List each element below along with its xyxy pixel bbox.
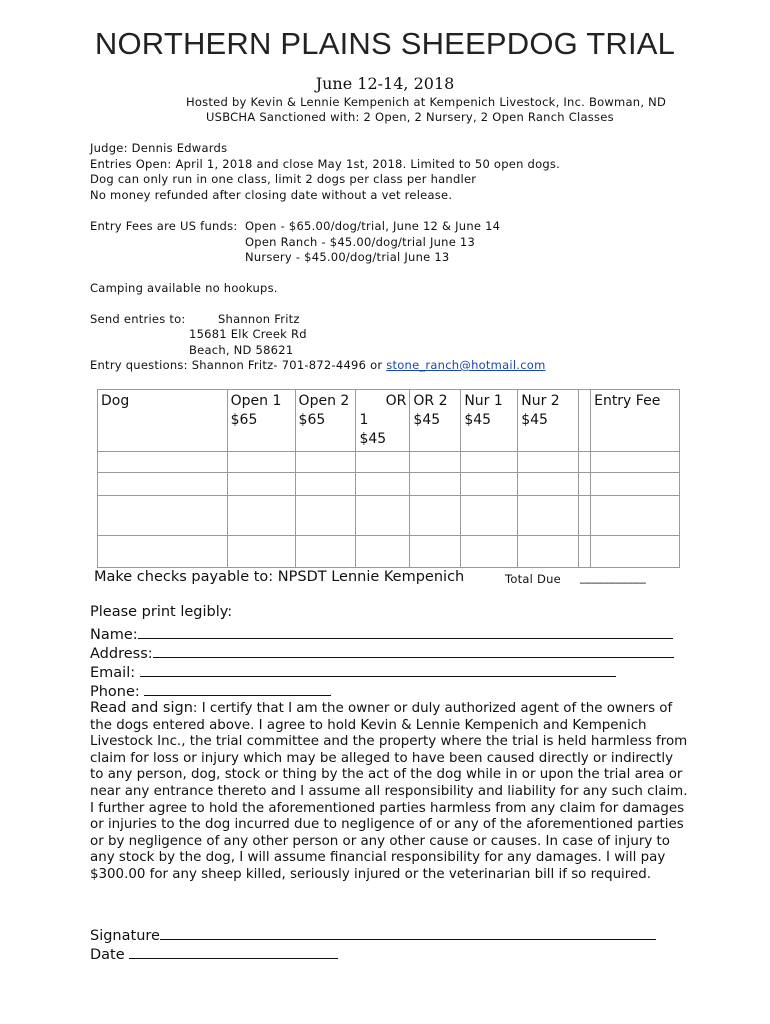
one-class-line: Dog can only run in one class, limit 2 dogs per class per handler bbox=[90, 172, 477, 186]
certification-text: : I certify that I am the owner or duly authorized agent of the owners of the dogs entered above. I agree to hold Kevin & Lennie Kempenich and Kempenich Livestock Inc., the trial committee and the property where the trial is held harmless from claim for loss or injury which may be alleged to have been caused directly or indirectly to any person, dog, stock or thing by the act of the dog while in or upon the trial area or near any entrance thereto and I assume all responsibility and liability for any such claim. I further agree to hold the aforementioned parties harmless from any claim for damages or injuries to the dog incurred due to negligence of or any of the aforementioned parties or by negligence of any other person or any other cause or causes. In case of injury to any stock by the dog, I will assume financial responsibility for any damages. I will pay $300.00 for any sheep killed, seriously injured or the veterinarian bill if so required. bbox=[90, 701, 688, 882]
header-open-2-name: Open 2 bbox=[298, 393, 350, 409]
cell[interactable] bbox=[356, 536, 410, 568]
cell[interactable] bbox=[461, 452, 518, 473]
address-field[interactable] bbox=[153, 643, 674, 658]
header-nur-1-fee: $45 bbox=[464, 412, 492, 428]
cell[interactable] bbox=[295, 452, 356, 473]
cell[interactable] bbox=[410, 496, 461, 536]
header-or-2-name: OR 2 bbox=[413, 393, 448, 409]
cell[interactable] bbox=[579, 473, 591, 496]
cell[interactable] bbox=[410, 536, 461, 568]
header-nur-2 bbox=[518, 390, 579, 452]
header-or-1-num: 1 bbox=[359, 412, 369, 428]
cell[interactable] bbox=[98, 496, 228, 536]
date-row bbox=[90, 944, 338, 963]
cell[interactable] bbox=[227, 473, 295, 496]
header-entry-fee-text: Entry Fee bbox=[594, 393, 661, 409]
fees-label: Entry Fees are US funds: bbox=[90, 219, 238, 233]
header-open-2 bbox=[295, 390, 356, 452]
table-row bbox=[98, 496, 680, 536]
cell[interactable] bbox=[295, 496, 356, 536]
header-nur-1 bbox=[461, 390, 518, 452]
header-nur-2-name: Nur 2 bbox=[521, 393, 560, 409]
sanction-line: USBCHA Sanctioned with: 2 Open, 2 Nursery, 2 Open Ranch Classes bbox=[206, 110, 614, 124]
page-title: NORTHERN PLAINS SHEEPDOG TRIAL bbox=[94, 26, 676, 61]
fee-open-ranch: Open Ranch - $45.00/dog/trial June 13 bbox=[245, 235, 476, 249]
fee-open: Open - $65.00/dog/trial, June 12 & June 14 bbox=[245, 219, 501, 233]
entries-open-line: Entries Open: April 1, 2018 and close May 1st, 2018. Limited to 50 open dogs. bbox=[90, 157, 561, 171]
signature-field[interactable] bbox=[160, 925, 656, 940]
signature-row bbox=[90, 925, 656, 944]
phone-label: Phone: bbox=[90, 684, 140, 700]
cell[interactable] bbox=[518, 473, 579, 496]
send-street: 15681 Elk Creek Rd bbox=[189, 327, 307, 341]
cell[interactable] bbox=[518, 496, 579, 536]
fee-nursery: Nursery - $45.00/dog/trial June 13 bbox=[245, 250, 450, 264]
phone-row bbox=[90, 681, 331, 700]
cell[interactable] bbox=[591, 473, 680, 496]
name-label: Name: bbox=[90, 627, 138, 643]
header-nur-1-name: Nur 1 bbox=[464, 393, 503, 409]
cell[interactable] bbox=[410, 452, 461, 473]
send-label: Send entries to: bbox=[90, 312, 186, 326]
cell[interactable] bbox=[98, 536, 228, 568]
address-row bbox=[90, 643, 674, 662]
header-dog bbox=[98, 390, 228, 452]
header-or-1-name: OR bbox=[385, 393, 407, 409]
cell[interactable] bbox=[591, 452, 680, 473]
cell[interactable] bbox=[579, 496, 591, 536]
signature-label: Signature bbox=[90, 928, 160, 944]
name-row bbox=[90, 624, 673, 643]
date-label: Date bbox=[90, 947, 125, 963]
header-nur-2-fee: $45 bbox=[521, 412, 548, 428]
cell[interactable] bbox=[227, 496, 295, 536]
camping-line: Camping available no hookups. bbox=[90, 281, 278, 295]
header-dog-text: Dog bbox=[101, 393, 130, 409]
cell[interactable] bbox=[356, 473, 410, 496]
cell[interactable] bbox=[356, 496, 410, 536]
header-open-1-name: Open 1 bbox=[230, 393, 282, 409]
header-open-2-fee: $65 bbox=[298, 412, 326, 428]
phone-field[interactable] bbox=[144, 681, 331, 696]
cell[interactable] bbox=[295, 536, 356, 568]
read-sign-label: Read and sign bbox=[90, 700, 193, 716]
send-name: Shannon Fritz bbox=[218, 312, 300, 326]
address-label: Address: bbox=[90, 646, 153, 662]
entry-table bbox=[97, 389, 680, 568]
header-open-1 bbox=[227, 390, 295, 452]
certification-paragraph bbox=[90, 700, 690, 884]
total-due-blank[interactable]: ___________ bbox=[580, 570, 646, 584]
email-link[interactable]: stone_ranch@hotmail.com bbox=[386, 358, 546, 372]
cell[interactable] bbox=[227, 452, 295, 473]
cell[interactable] bbox=[518, 452, 579, 473]
cell[interactable] bbox=[98, 452, 228, 473]
cell[interactable] bbox=[227, 536, 295, 568]
host-line: Hosted by Kevin & Lennie Kempenich at Kempenich Livestock, Inc. Bowman, ND bbox=[186, 95, 667, 109]
header-open-1-fee: $65 bbox=[230, 412, 258, 428]
cell[interactable] bbox=[461, 496, 518, 536]
email-label: Email: bbox=[90, 665, 136, 681]
judge-line: Judge: Dennis Edwards bbox=[90, 141, 228, 155]
table-header-row bbox=[98, 390, 680, 452]
email-field[interactable] bbox=[140, 662, 616, 677]
header-entry-fee bbox=[591, 390, 680, 452]
checks-payable: Make checks payable to: NPSDT Lennie Kempenich bbox=[94, 569, 465, 585]
questions-text: Entry questions: Shannon Fritz- 701-872-4496 or bbox=[90, 358, 383, 372]
header-blank bbox=[579, 390, 591, 452]
cell[interactable] bbox=[356, 452, 410, 473]
questions-line bbox=[90, 358, 546, 372]
header-or-2 bbox=[410, 390, 461, 452]
email-row bbox=[90, 662, 616, 681]
date-field[interactable] bbox=[129, 944, 338, 959]
table-row bbox=[98, 473, 680, 496]
cell[interactable] bbox=[410, 473, 461, 496]
total-due-label: Total Due bbox=[505, 572, 561, 586]
cell[interactable] bbox=[518, 536, 579, 568]
cell[interactable] bbox=[461, 473, 518, 496]
name-field[interactable] bbox=[138, 624, 673, 639]
print-legibly: Please print legibly: bbox=[90, 604, 233, 620]
cell[interactable] bbox=[461, 536, 518, 568]
header-or-1 bbox=[356, 390, 410, 452]
header-or-1-fee: $45 bbox=[359, 431, 387, 447]
header-or-2-fee: $45 bbox=[413, 412, 441, 428]
no-refund-line: No money refunded after closing date without a vet release. bbox=[90, 188, 453, 202]
cell[interactable] bbox=[591, 496, 680, 536]
cell[interactable] bbox=[579, 452, 591, 473]
table-row bbox=[98, 536, 680, 568]
cell[interactable] bbox=[295, 473, 356, 496]
cell[interactable] bbox=[98, 473, 228, 496]
trial-date: June 12-14, 2018 bbox=[315, 74, 455, 93]
table-row bbox=[98, 452, 680, 473]
send-city: Beach, ND 58621 bbox=[189, 343, 294, 357]
cell[interactable] bbox=[579, 536, 591, 568]
cell[interactable] bbox=[591, 536, 680, 568]
